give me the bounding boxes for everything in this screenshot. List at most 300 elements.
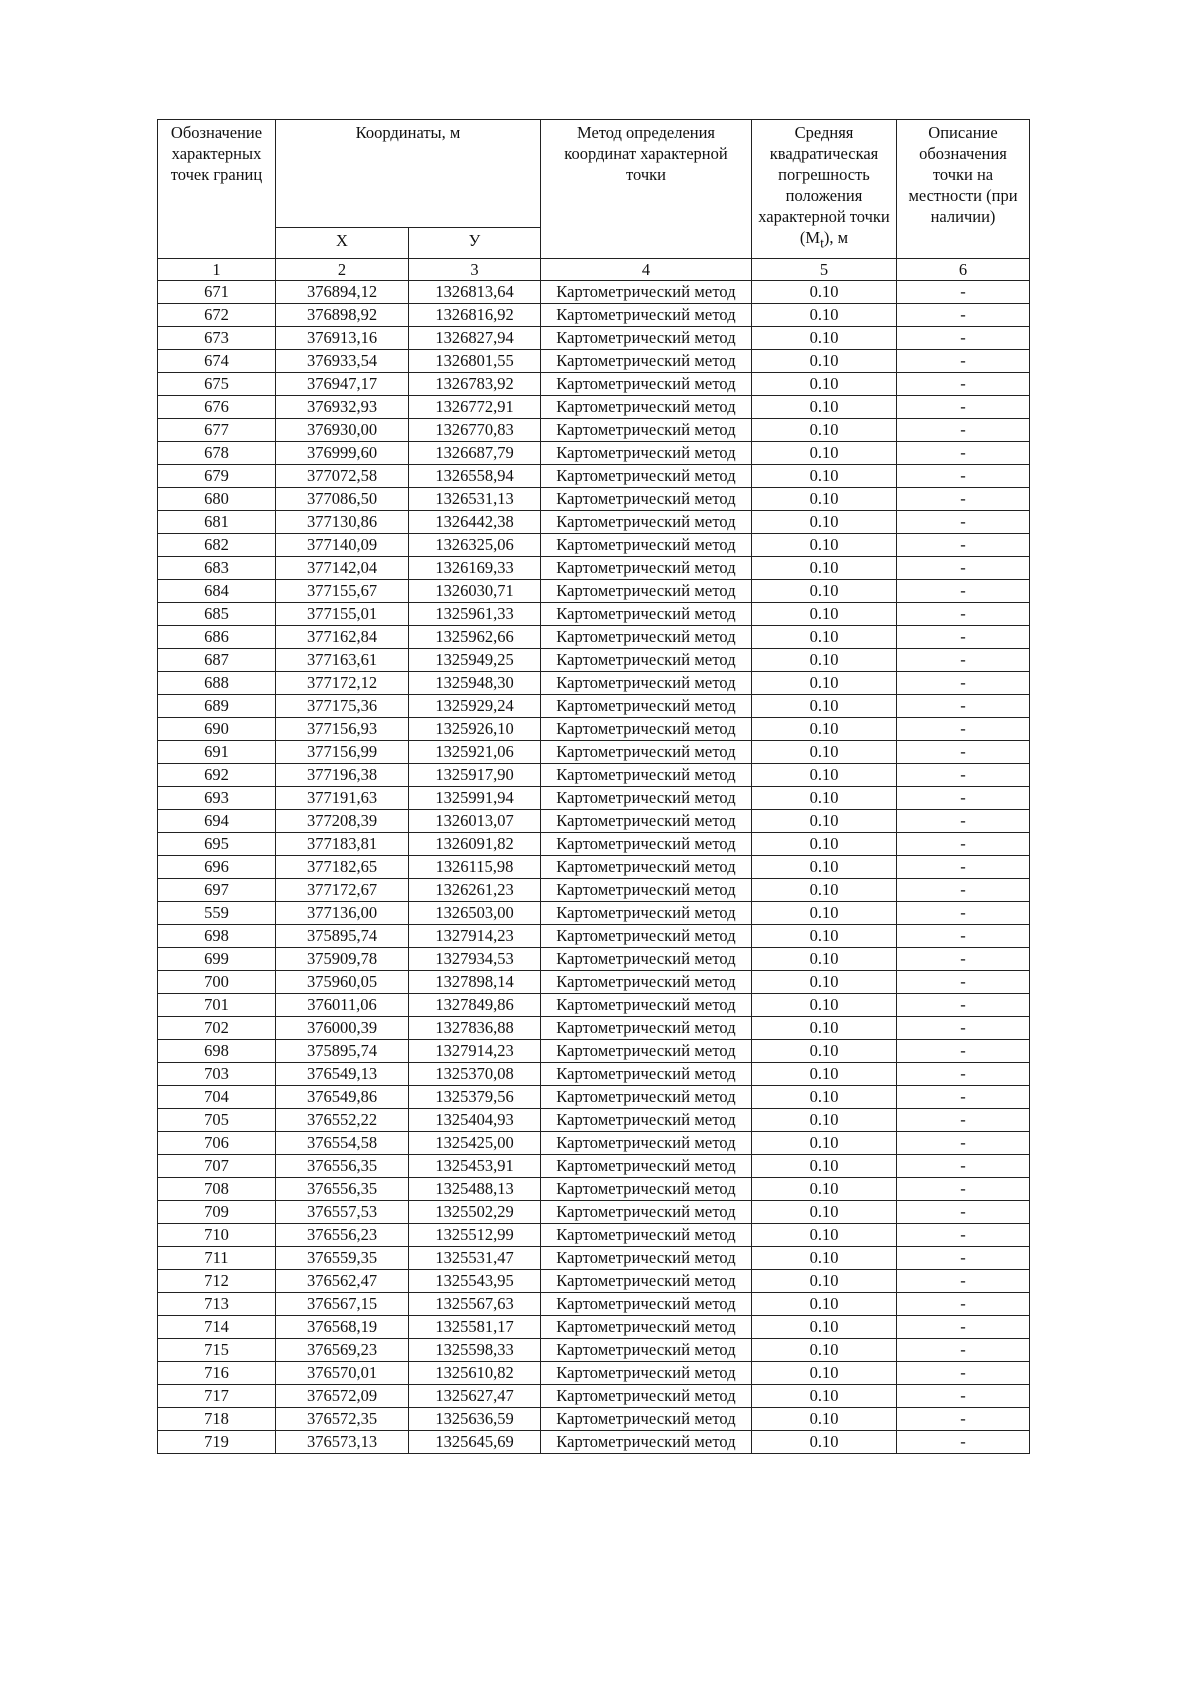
table-row — [158, 350, 1030, 373]
boundary-points-table — [157, 119, 1030, 1454]
error-cell: 0.10 — [752, 833, 897, 856]
description-cell: - — [897, 1178, 1030, 1201]
error-cell: 0.10 — [752, 1224, 897, 1247]
table-header — [158, 120, 1030, 259]
point-id-cell: 684 — [158, 580, 276, 603]
header-point-description: Описание обозначения точки на местности (при наличии) — [897, 120, 1030, 259]
error-cell: 0.10 — [752, 396, 897, 419]
description-cell: - — [897, 603, 1030, 626]
y-coordinate-cell: 1325404,93 — [409, 1109, 541, 1132]
table-row — [158, 557, 1030, 580]
y-coordinate-cell: 1326827,94 — [409, 327, 541, 350]
y-coordinate-cell: 1325425,00 — [409, 1132, 541, 1155]
point-id-cell: 718 — [158, 1408, 276, 1431]
x-coordinate-cell: 377172,12 — [276, 672, 409, 695]
x-coordinate-cell: 376000,39 — [276, 1017, 409, 1040]
table-row — [158, 534, 1030, 557]
error-cell: 0.10 — [752, 1293, 897, 1316]
point-id-cell: 682 — [158, 534, 276, 557]
description-cell: - — [897, 1155, 1030, 1178]
description-cell: - — [897, 1201, 1030, 1224]
x-coordinate-cell: 375909,78 — [276, 948, 409, 971]
point-id-cell: 685 — [158, 603, 276, 626]
method-cell: Картометрический метод — [541, 1270, 752, 1293]
x-coordinate-cell: 376913,16 — [276, 327, 409, 350]
description-cell: - — [897, 1431, 1030, 1454]
method-cell: Картометрический метод — [541, 1086, 752, 1109]
y-coordinate-cell: 1325453,91 — [409, 1155, 541, 1178]
y-coordinate-cell: 1326558,94 — [409, 465, 541, 488]
method-cell: Картометрический метод — [541, 1431, 752, 1454]
point-id-cell: 700 — [158, 971, 276, 994]
x-coordinate-cell: 376947,17 — [276, 373, 409, 396]
error-cell: 0.10 — [752, 1362, 897, 1385]
y-coordinate-cell: 1325921,06 — [409, 741, 541, 764]
table-row — [158, 465, 1030, 488]
description-cell: - — [897, 856, 1030, 879]
method-cell: Картометрический метод — [541, 1224, 752, 1247]
x-coordinate-cell: 376549,13 — [276, 1063, 409, 1086]
point-id-cell: 683 — [158, 557, 276, 580]
method-cell: Картометрический метод — [541, 327, 752, 350]
x-coordinate-cell: 376011,06 — [276, 994, 409, 1017]
y-coordinate-cell: 1325370,08 — [409, 1063, 541, 1086]
method-cell: Картометрический метод — [541, 1155, 752, 1178]
x-coordinate-cell: 376572,35 — [276, 1408, 409, 1431]
point-id-cell: 716 — [158, 1362, 276, 1385]
error-cell: 0.10 — [752, 327, 897, 350]
description-cell: - — [897, 1017, 1030, 1040]
description-cell: - — [897, 488, 1030, 511]
x-coordinate-cell: 376549,86 — [276, 1086, 409, 1109]
column-number-cell: 6 — [897, 259, 1030, 281]
y-coordinate-cell: 1327934,53 — [409, 948, 541, 971]
y-coordinate-cell: 1325926,10 — [409, 718, 541, 741]
description-cell: - — [897, 948, 1030, 971]
table-body — [158, 259, 1030, 1454]
method-cell: Картометрический метод — [541, 948, 752, 971]
x-coordinate-cell: 377182,65 — [276, 856, 409, 879]
point-id-cell: 705 — [158, 1109, 276, 1132]
header-error-text: Средняя квадратическая погрешность положения характерной точки (M — [758, 123, 890, 247]
x-coordinate-cell: 376932,93 — [276, 396, 409, 419]
table-row — [158, 1040, 1030, 1063]
error-cell: 0.10 — [752, 672, 897, 695]
error-cell: 0.10 — [752, 1201, 897, 1224]
point-id-cell: 709 — [158, 1201, 276, 1224]
table-row — [158, 1201, 1030, 1224]
description-cell: - — [897, 511, 1030, 534]
y-coordinate-cell: 1326772,91 — [409, 396, 541, 419]
x-coordinate-cell: 377162,84 — [276, 626, 409, 649]
description-cell: - — [897, 442, 1030, 465]
description-cell: - — [897, 787, 1030, 810]
x-coordinate-cell: 376556,35 — [276, 1155, 409, 1178]
error-cell: 0.10 — [752, 994, 897, 1017]
point-id-cell: 704 — [158, 1086, 276, 1109]
point-id-cell: 698 — [158, 1040, 276, 1063]
point-id-cell: 715 — [158, 1339, 276, 1362]
error-cell: 0.10 — [752, 419, 897, 442]
table-row — [158, 948, 1030, 971]
x-coordinate-cell: 377196,38 — [276, 764, 409, 787]
point-id-cell: 706 — [158, 1132, 276, 1155]
error-cell: 0.10 — [752, 350, 897, 373]
y-coordinate-cell: 1327914,23 — [409, 925, 541, 948]
method-cell: Картометрический метод — [541, 1178, 752, 1201]
description-cell: - — [897, 465, 1030, 488]
point-id-cell: 678 — [158, 442, 276, 465]
table-row — [158, 1362, 1030, 1385]
method-cell: Картометрический метод — [541, 1017, 752, 1040]
point-id-cell: 671 — [158, 281, 276, 304]
header-point-designation: Обозначение характерных точек границ — [158, 120, 276, 259]
point-id-cell: 691 — [158, 741, 276, 764]
table-row — [158, 327, 1030, 350]
x-coordinate-cell: 377136,00 — [276, 902, 409, 925]
x-coordinate-cell: 377155,01 — [276, 603, 409, 626]
table-row — [158, 281, 1030, 304]
y-coordinate-cell: 1325379,56 — [409, 1086, 541, 1109]
description-cell: - — [897, 810, 1030, 833]
header-coordinates: Координаты, м — [276, 120, 541, 228]
description-cell: - — [897, 994, 1030, 1017]
method-cell: Картометрический метод — [541, 787, 752, 810]
error-cell: 0.10 — [752, 879, 897, 902]
error-cell: 0.10 — [752, 695, 897, 718]
x-coordinate-cell: 376894,12 — [276, 281, 409, 304]
description-cell: - — [897, 1293, 1030, 1316]
x-coordinate-cell: 376933,54 — [276, 350, 409, 373]
y-coordinate-cell: 1327898,14 — [409, 971, 541, 994]
point-id-cell: 712 — [158, 1270, 276, 1293]
table-row — [158, 1086, 1030, 1109]
point-id-cell: 717 — [158, 1385, 276, 1408]
point-id-cell: 708 — [158, 1178, 276, 1201]
method-cell: Картометрический метод — [541, 304, 752, 327]
document-page — [157, 119, 1030, 1454]
table-row — [158, 833, 1030, 856]
table-row — [158, 1132, 1030, 1155]
point-id-cell: 694 — [158, 810, 276, 833]
method-cell: Картометрический метод — [541, 1247, 752, 1270]
method-cell: Картометрический метод — [541, 1109, 752, 1132]
method-cell: Картометрический метод — [541, 1362, 752, 1385]
x-coordinate-cell: 377191,63 — [276, 787, 409, 810]
point-id-cell: 719 — [158, 1431, 276, 1454]
description-cell: - — [897, 649, 1030, 672]
method-cell: Картометрический метод — [541, 488, 752, 511]
x-coordinate-cell: 377208,39 — [276, 810, 409, 833]
table-row — [158, 1224, 1030, 1247]
y-coordinate-cell: 1325636,59 — [409, 1408, 541, 1431]
table-row — [158, 994, 1030, 1017]
description-cell: - — [897, 971, 1030, 994]
error-cell: 0.10 — [752, 1132, 897, 1155]
error-cell: 0.10 — [752, 902, 897, 925]
method-cell: Картометрический метод — [541, 580, 752, 603]
x-coordinate-cell: 376999,60 — [276, 442, 409, 465]
point-id-cell: 673 — [158, 327, 276, 350]
method-cell: Картометрический метод — [541, 1408, 752, 1431]
header-error-subscript: t — [820, 235, 824, 251]
method-cell: Картометрический метод — [541, 810, 752, 833]
column-number-cell: 4 — [541, 259, 752, 281]
point-id-cell: 688 — [158, 672, 276, 695]
x-coordinate-cell: 377142,04 — [276, 557, 409, 580]
method-cell: Картометрический метод — [541, 856, 752, 879]
table-row — [158, 810, 1030, 833]
point-id-cell: 714 — [158, 1316, 276, 1339]
error-cell: 0.10 — [752, 1040, 897, 1063]
error-cell: 0.10 — [752, 1408, 897, 1431]
table-row — [158, 1063, 1030, 1086]
description-cell: - — [897, 764, 1030, 787]
table-row — [158, 373, 1030, 396]
description-cell: - — [897, 1408, 1030, 1431]
header-method: Метод определения координат характерной точки — [541, 120, 752, 259]
description-cell: - — [897, 833, 1030, 856]
method-cell: Картометрический метод — [541, 971, 752, 994]
error-cell: 0.10 — [752, 1316, 897, 1339]
x-coordinate-cell: 377130,86 — [276, 511, 409, 534]
error-cell: 0.10 — [752, 925, 897, 948]
y-coordinate-cell: 1326115,98 — [409, 856, 541, 879]
x-coordinate-cell: 376552,22 — [276, 1109, 409, 1132]
y-coordinate-cell: 1325962,66 — [409, 626, 541, 649]
x-coordinate-cell: 375960,05 — [276, 971, 409, 994]
method-cell: Картометрический метод — [541, 534, 752, 557]
y-coordinate-cell: 1326687,79 — [409, 442, 541, 465]
error-cell: 0.10 — [752, 1155, 897, 1178]
error-cell: 0.10 — [752, 557, 897, 580]
description-cell: - — [897, 327, 1030, 350]
x-coordinate-cell: 377156,99 — [276, 741, 409, 764]
y-coordinate-cell: 1325917,90 — [409, 764, 541, 787]
error-cell: 0.10 — [752, 488, 897, 511]
description-cell: - — [897, 534, 1030, 557]
table-row — [158, 1339, 1030, 1362]
table-row — [158, 1270, 1030, 1293]
header-error-unit: ), м — [823, 228, 849, 247]
method-cell: Картометрический метод — [541, 396, 752, 419]
point-id-cell: 672 — [158, 304, 276, 327]
description-cell: - — [897, 1362, 1030, 1385]
method-cell: Картометрический метод — [541, 994, 752, 1017]
description-cell: - — [897, 1247, 1030, 1270]
x-coordinate-cell: 377175,36 — [276, 695, 409, 718]
point-id-cell: 559 — [158, 902, 276, 925]
point-id-cell: 693 — [158, 787, 276, 810]
description-cell: - — [897, 419, 1030, 442]
description-cell: - — [897, 1040, 1030, 1063]
y-coordinate-cell: 1325929,24 — [409, 695, 541, 718]
method-cell: Картометрический метод — [541, 626, 752, 649]
table-row — [158, 1247, 1030, 1270]
method-cell: Картометрический метод — [541, 1132, 752, 1155]
error-cell: 0.10 — [752, 1431, 897, 1454]
method-cell: Картометрический метод — [541, 1316, 752, 1339]
method-cell: Картометрический метод — [541, 718, 752, 741]
description-cell: - — [897, 350, 1030, 373]
method-cell: Картометрический метод — [541, 833, 752, 856]
method-cell: Картометрический метод — [541, 373, 752, 396]
error-cell: 0.10 — [752, 741, 897, 764]
x-coordinate-cell: 376567,15 — [276, 1293, 409, 1316]
error-cell: 0.10 — [752, 948, 897, 971]
x-coordinate-cell: 376554,58 — [276, 1132, 409, 1155]
x-coordinate-cell: 377086,50 — [276, 488, 409, 511]
error-cell: 0.10 — [752, 649, 897, 672]
y-coordinate-cell: 1326531,13 — [409, 488, 541, 511]
y-coordinate-cell: 1325627,47 — [409, 1385, 541, 1408]
y-coordinate-cell: 1325567,63 — [409, 1293, 541, 1316]
table-row — [158, 1109, 1030, 1132]
table-row — [158, 304, 1030, 327]
error-cell: 0.10 — [752, 1063, 897, 1086]
method-cell: Картометрический метод — [541, 350, 752, 373]
error-cell: 0.10 — [752, 1178, 897, 1201]
method-cell: Картометрический метод — [541, 1063, 752, 1086]
x-coordinate-cell: 376562,47 — [276, 1270, 409, 1293]
error-cell: 0.10 — [752, 718, 897, 741]
x-coordinate-cell: 377156,93 — [276, 718, 409, 741]
table-row — [158, 971, 1030, 994]
point-id-cell: 674 — [158, 350, 276, 373]
method-cell: Картометрический метод — [541, 672, 752, 695]
error-cell: 0.10 — [752, 810, 897, 833]
method-cell: Картометрический метод — [541, 511, 752, 534]
method-cell: Картометрический метод — [541, 879, 752, 902]
y-coordinate-cell: 1326013,07 — [409, 810, 541, 833]
y-coordinate-cell: 1325948,30 — [409, 672, 541, 695]
y-coordinate-cell: 1326801,55 — [409, 350, 541, 373]
point-id-cell: 711 — [158, 1247, 276, 1270]
table-row — [158, 580, 1030, 603]
table-row — [158, 1178, 1030, 1201]
x-coordinate-cell: 376557,53 — [276, 1201, 409, 1224]
description-cell: - — [897, 902, 1030, 925]
error-cell: 0.10 — [752, 1017, 897, 1040]
y-coordinate-cell: 1325581,17 — [409, 1316, 541, 1339]
description-cell: - — [897, 396, 1030, 419]
table-row — [158, 1293, 1030, 1316]
x-coordinate-cell: 376573,13 — [276, 1431, 409, 1454]
x-coordinate-cell: 376559,35 — [276, 1247, 409, 1270]
description-cell: - — [897, 1316, 1030, 1339]
table-row — [158, 1017, 1030, 1040]
y-coordinate-cell: 1327914,23 — [409, 1040, 541, 1063]
y-coordinate-cell: 1326770,83 — [409, 419, 541, 442]
method-cell: Картометрический метод — [541, 649, 752, 672]
error-cell: 0.10 — [752, 1247, 897, 1270]
y-coordinate-cell: 1326325,06 — [409, 534, 541, 557]
error-cell: 0.10 — [752, 465, 897, 488]
error-cell: 0.10 — [752, 764, 897, 787]
method-cell: Картометрический метод — [541, 557, 752, 580]
description-cell: - — [897, 1270, 1030, 1293]
description-cell: - — [897, 672, 1030, 695]
x-coordinate-cell: 376556,35 — [276, 1178, 409, 1201]
table-row — [158, 925, 1030, 948]
table-row — [158, 718, 1030, 741]
y-coordinate-cell: 1325502,29 — [409, 1201, 541, 1224]
y-coordinate-cell: 1327836,88 — [409, 1017, 541, 1040]
method-cell: Картометрический метод — [541, 1385, 752, 1408]
point-id-cell: 690 — [158, 718, 276, 741]
error-cell: 0.10 — [752, 1086, 897, 1109]
x-coordinate-cell: 376930,00 — [276, 419, 409, 442]
point-id-cell: 707 — [158, 1155, 276, 1178]
x-coordinate-cell: 377155,67 — [276, 580, 409, 603]
error-cell: 0.10 — [752, 1339, 897, 1362]
error-cell: 0.10 — [752, 626, 897, 649]
point-id-cell: 710 — [158, 1224, 276, 1247]
error-cell: 0.10 — [752, 304, 897, 327]
description-cell: - — [897, 1224, 1030, 1247]
method-cell: Картометрический метод — [541, 1293, 752, 1316]
description-cell: - — [897, 626, 1030, 649]
method-cell: Картометрический метод — [541, 925, 752, 948]
y-coordinate-cell: 1326442,38 — [409, 511, 541, 534]
table-row — [158, 396, 1030, 419]
x-coordinate-cell: 376572,09 — [276, 1385, 409, 1408]
point-id-cell: 698 — [158, 925, 276, 948]
x-coordinate-cell: 377163,61 — [276, 649, 409, 672]
description-cell: - — [897, 1132, 1030, 1155]
x-coordinate-cell: 376898,92 — [276, 304, 409, 327]
description-cell: - — [897, 281, 1030, 304]
y-coordinate-cell: 1325512,99 — [409, 1224, 541, 1247]
point-id-cell: 679 — [158, 465, 276, 488]
column-number-row — [158, 259, 1030, 281]
table-row — [158, 488, 1030, 511]
y-coordinate-cell: 1325543,95 — [409, 1270, 541, 1293]
y-coordinate-cell: 1326813,64 — [409, 281, 541, 304]
x-coordinate-cell: 376569,23 — [276, 1339, 409, 1362]
table-row — [158, 626, 1030, 649]
table-row — [158, 695, 1030, 718]
x-coordinate-cell: 376568,19 — [276, 1316, 409, 1339]
point-id-cell: 681 — [158, 511, 276, 534]
point-id-cell: 695 — [158, 833, 276, 856]
method-cell: Картометрический метод — [541, 695, 752, 718]
header-mean-square-error — [752, 120, 897, 259]
column-number-cell: 3 — [409, 259, 541, 281]
header-y: У — [409, 228, 541, 259]
point-id-cell: 680 — [158, 488, 276, 511]
table-row — [158, 1431, 1030, 1454]
method-cell: Картометрический метод — [541, 442, 752, 465]
table-row — [158, 1316, 1030, 1339]
point-id-cell: 675 — [158, 373, 276, 396]
description-cell: - — [897, 925, 1030, 948]
method-cell: Картометрический метод — [541, 1201, 752, 1224]
method-cell: Картометрический метод — [541, 281, 752, 304]
point-id-cell: 702 — [158, 1017, 276, 1040]
y-coordinate-cell: 1325991,94 — [409, 787, 541, 810]
table-row — [158, 419, 1030, 442]
y-coordinate-cell: 1326030,71 — [409, 580, 541, 603]
point-id-cell: 701 — [158, 994, 276, 1017]
description-cell: - — [897, 1385, 1030, 1408]
description-cell: - — [897, 580, 1030, 603]
description-cell: - — [897, 741, 1030, 764]
y-coordinate-cell: 1325598,33 — [409, 1339, 541, 1362]
table-row — [158, 764, 1030, 787]
point-id-cell: 697 — [158, 879, 276, 902]
x-coordinate-cell: 375895,74 — [276, 925, 409, 948]
